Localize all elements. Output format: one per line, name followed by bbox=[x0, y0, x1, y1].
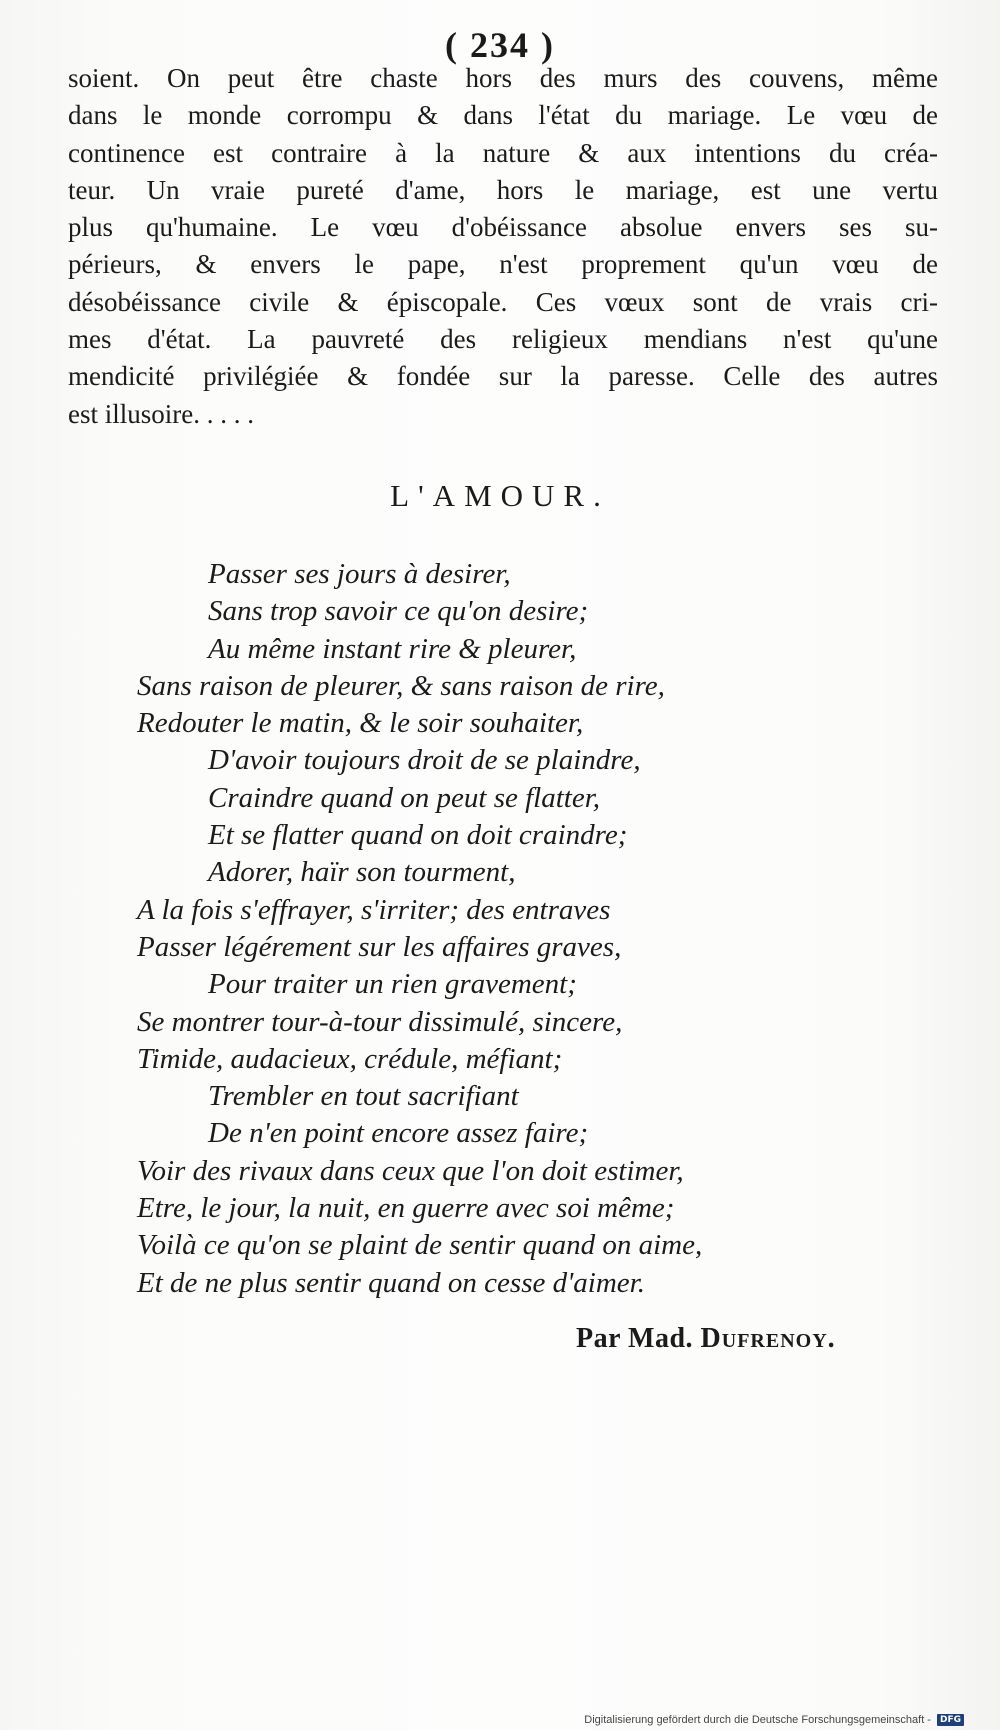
poem-line: Etre, le jour, la nuit, en guerre avec soi même; bbox=[137, 1192, 675, 1225]
poem-line: Voilà ce qu'on se plaint de sentir quand on aime, bbox=[137, 1229, 703, 1262]
prose-line: périeurs, & envers le pape, n'est proprement qu'un vœu de bbox=[68, 249, 938, 280]
signature-prefix: Par Mad. bbox=[576, 1323, 694, 1354]
prose-line: plus qu'humaine. Le vœu d'obéissance absolue envers ses su- bbox=[68, 212, 938, 243]
poem-line: Sans raison de pleurer, & sans raison de rire, bbox=[137, 669, 665, 702]
author-signature bbox=[576, 1323, 836, 1355]
poem-line: A la fois s'effrayer, s'irriter; des entraves bbox=[137, 893, 611, 926]
poem-line: Trembler en tout sacrifiant bbox=[208, 1080, 519, 1113]
poem-line: Redouter le matin, & le soir souhaiter, bbox=[137, 707, 584, 740]
page-number: ( 234 ) bbox=[445, 25, 555, 65]
prose-line: désobéissance civile & épiscopale. Ces vœux sont de vrais cri- bbox=[68, 286, 938, 317]
prose-line: mendicité privilégiée & fondée sur la paresse. Celle des autres bbox=[68, 361, 938, 392]
author-name: Dufrenoy. bbox=[700, 1323, 836, 1354]
poem-line: Sans trop savoir ce qu'on desire; bbox=[208, 595, 589, 628]
prose-line: teur. Un vraie pureté d'ame, hors le mariage, est une vertu bbox=[68, 174, 938, 205]
prose-line: dans le monde corrompu & dans l'état du mariage. Le vœu de bbox=[68, 100, 938, 131]
poem-line: Et se flatter quand on doit craindre; bbox=[208, 819, 628, 852]
poem-line: Et de ne plus sentir quand on cesse d'aimer. bbox=[137, 1266, 645, 1299]
poem-line: Pour traiter un rien gravement; bbox=[208, 968, 577, 1001]
digitization-footer bbox=[584, 1714, 964, 1726]
poem-line: Se montrer tour-à-tour dissimulé, sincere, bbox=[137, 1005, 623, 1038]
poem bbox=[0, 556, 1000, 1302]
prose-line: mes d'état. La pauvreté des religieux mendians n'est qu'une bbox=[68, 324, 938, 355]
prose-line: continence est contraire à la nature & aux intentions du créa- bbox=[68, 137, 938, 168]
dfg-logo-icon: DFG bbox=[937, 1714, 964, 1726]
poem-line: Craindre quand on peut se flatter, bbox=[208, 781, 601, 814]
poem-line: De n'en point encore assez faire; bbox=[208, 1117, 589, 1150]
prose-line: soient. On peut être chaste hors des murs des couvens, même bbox=[68, 63, 938, 93]
poem-line: Timide, audacieux, crédule, méfiant; bbox=[137, 1042, 563, 1075]
prose-paragraph bbox=[68, 60, 938, 433]
poem-line: Passer légérement sur les affaires graves, bbox=[137, 930, 622, 963]
poem-line: Passer ses jours à desirer, bbox=[208, 558, 511, 590]
prose-line: est illusoire. . . . . bbox=[68, 398, 254, 429]
poem-line: Voir des rivaux dans ceux que l'on doit estimer, bbox=[137, 1154, 684, 1187]
poem-title: L'AMOUR. bbox=[390, 478, 610, 513]
poem-line: D'avoir toujours droit de se plaindre, bbox=[208, 744, 641, 777]
poem-line: Au même instant rire & pleurer, bbox=[208, 632, 577, 665]
footer-text: Digitalisierung gefördert durch die Deutsche Forschungsgemeinschaft - bbox=[584, 1714, 931, 1726]
poem-line: Adorer, haïr son tourment, bbox=[208, 856, 516, 889]
